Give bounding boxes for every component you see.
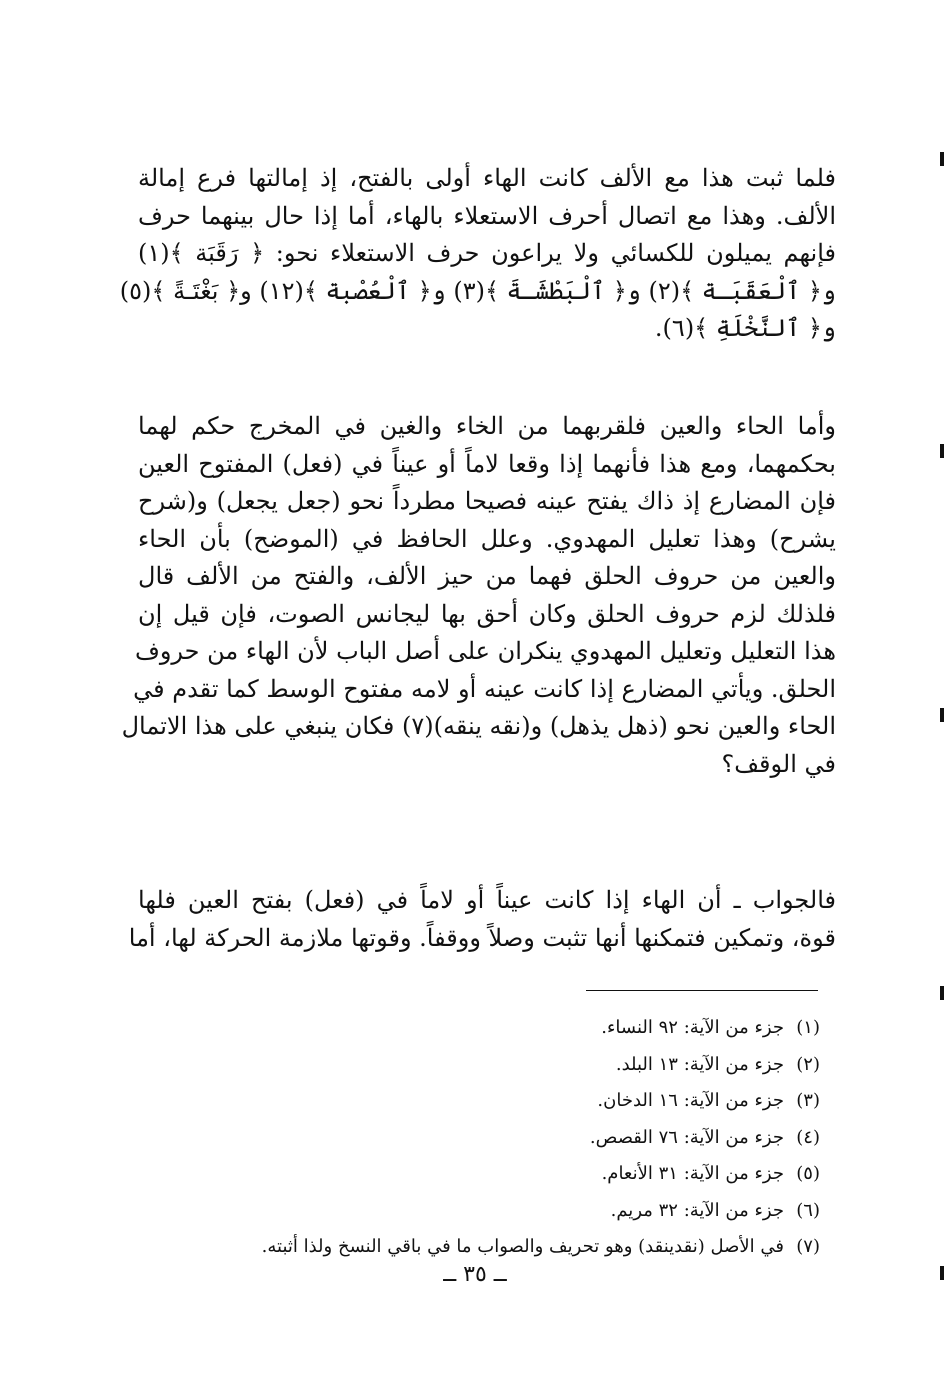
margin-mark [940,444,944,458]
text-line: هذا التعليل وتعليل المهدوي ينكران على أصل الباب لأن الهاء من حروف [134,637,836,665]
text-line: فالجواب ـ أن الهاء إذا كانت عيناً أو لاماً في (فعل) بفتح العين فلها [138,886,836,914]
text-line: و﴿ ٱلنَّخْلَةِ ﴾(٦). [654,314,836,342]
footnotes [140,1010,820,1266]
text-line: فإنهم يميلون للكسائي ولا يراعون حرف الاستعلاء نحو: ﴿ رَقَبَة ﴾(١) [138,239,836,267]
page-number: ــ ٣٥ ــ [443,1262,507,1287]
margin-mark [940,1266,944,1280]
footnote-item [140,1156,820,1193]
footnote-text: جزء من الآية: ١٦ الدخان. [597,1090,784,1111]
footnote-item [140,1047,820,1084]
footnote-text: جزء من الآية: ١٣ البلد. [615,1053,784,1075]
margin-mark [940,708,944,722]
text-line: فلذلك لزم حروف الحلق وكان أحق بها ليجانس الصوت، فإن قيل إن [138,599,836,628]
margin-mark [940,986,944,1000]
paragraph-1 [119,160,836,348]
footnote-item [140,1120,820,1157]
footnote-item [140,1010,820,1047]
footnote-text: في الأصل (نقدينقد) وهو تحريف والصواب ما في باقي النسخ ولذا أثبته. [261,1236,784,1257]
text-line: قوة، وتمكين فتمكنها أنها تثبت وصلاً ووقفاً. وقوتها ملازمة الحركة لها، أما [128,923,836,952]
footnote-number: (٦) [796,1199,820,1221]
paragraph-2 [121,408,836,783]
footnote-text: جزء من الآية: ٧٦ القصص. [589,1126,784,1148]
footnote-number: (٥) [796,1163,820,1184]
footnote-text: جزء من الآية: ٣٢ مريم. [610,1199,784,1221]
footnote-text: جزء من الآية: ٣١ الأنعام. [601,1163,784,1184]
footnote-item [140,1229,820,1266]
footnote-separator [586,990,818,991]
footnote-number: (٢) [796,1053,820,1075]
text-line: في الوقف؟ [721,749,836,778]
footnote-item [140,1083,820,1120]
footnote-number: (٧) [796,1236,820,1257]
text-line: فلما ثبت هذا مع الألف كانت الهاء أولى بالفتح، إذ إمالتها فرع إمالة [138,164,836,192]
text-line: بحكمهما، ومع هذا فأنهما إذا وقعا لاماً أو عيناً في (فعل) المفتوح العين [138,449,836,478]
footnote-number: (٣) [796,1090,820,1111]
text-line: فإن المضارع إذ ذاك يفتح عينه فصيحا مطرداً نحو (جعل يجعل) و(شرح [138,487,836,515]
text-line: يشرح) وهذا تعليل المهدوي. وعلل الحافظ في (الموضح) بأن الحاء [138,524,836,553]
footnote-text: جزء من الآية: ٩٢ النساء. [601,1017,784,1038]
text-line: الحاء والعين نحو (ذهل يذهل) و(نقه ينقه)(٧) فكان ينبغي على هذا الاتمال [121,712,836,740]
footnote-number: (٤) [796,1126,820,1148]
text-line: الحلق. ويأتي المضارع إذا كانت عينه أو لامه مفتوح الوسط كما تقدم في [133,674,836,703]
text-line: الألف. وهذا مع اتصال أحرف الاستعلاء بالهاء، أما إذا حال بينهما حرف [138,201,836,230]
text-line: و﴿ ٱلْعَقَبَـة ﴾(٢) و﴿ ٱلْبَطْشَـةَ ﴾(٣) و﴿ ٱلْعُصْبة ﴾(١٢) و﴿ بَغْتَـةً ﴾(٥) [119,276,836,305]
footnote-number: (١) [796,1017,820,1038]
text-line: والعين من حروف الحلق فهما من حيز الألف، والفتح من الألف قال [138,562,836,590]
footnote-item [140,1193,820,1230]
margin-mark [940,152,944,166]
paragraph-3 [128,882,836,957]
text-line: وأما الحاء والعين فلقربهما من الخاء والغين في المخرج حكم لهما [138,412,836,440]
